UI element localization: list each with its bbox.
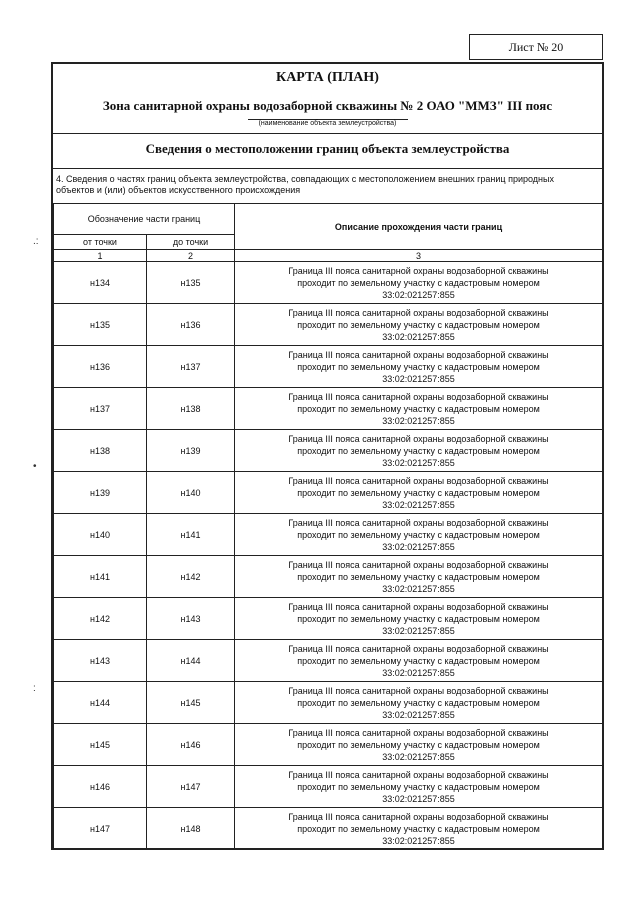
description-line: Граница III пояса санитарной охраны водозаборной скважины xyxy=(288,769,549,780)
document-title: КАРТА (ПЛАН) xyxy=(276,70,379,85)
description-line: Граница III пояса санитарной охраны водозаборной скважины xyxy=(288,685,549,696)
table-row xyxy=(54,640,603,682)
description-line: проходит по земельному участку с кадастровым номером xyxy=(297,697,540,708)
description-line: проходит по земельному участку с кадастровым номером xyxy=(297,823,540,834)
description-line: Граница III пояса санитарной охраны водозаборной скважины xyxy=(288,601,549,612)
description-line: проходит по земельному участку с кадастровым номером xyxy=(297,571,540,582)
point-from: н146 xyxy=(54,766,147,808)
description-line: 33:02:021257:855 xyxy=(382,499,455,510)
sheet-number-box xyxy=(469,34,603,60)
description-line: Граница III пояса санитарной охраны водозаборной скважины xyxy=(288,349,549,360)
table-row xyxy=(54,304,603,346)
description-line: 33:02:021257:855 xyxy=(382,835,455,846)
description-line: проходит по земельному участку с кадастровым номером xyxy=(297,403,540,414)
table-row xyxy=(54,430,603,472)
divider xyxy=(53,133,602,134)
point-to: н135 xyxy=(147,262,235,304)
point-to: н136 xyxy=(147,304,235,346)
description-line: проходит по земельному участку с кадастровым номером xyxy=(297,445,540,456)
description-line: проходит по земельному участку с кадастровым номером xyxy=(297,319,540,330)
table-row xyxy=(54,514,603,556)
table-row xyxy=(54,262,603,304)
point-to: н141 xyxy=(147,514,235,556)
header-description: Описание прохождения части границ xyxy=(235,204,603,250)
description-line: 33:02:021257:855 xyxy=(382,751,455,762)
description-line: Граница III пояса санитарной охраны водозаборной скважины xyxy=(288,391,549,402)
description-line: 33:02:021257:855 xyxy=(382,289,455,300)
description-line: проходит по земельному участку с кадастровым номером xyxy=(297,487,540,498)
point-from: н143 xyxy=(54,640,147,682)
description-line: 33:02:021257:855 xyxy=(382,625,455,636)
point-from: н140 xyxy=(54,514,147,556)
point-to: н143 xyxy=(147,598,235,640)
description-line: проходит по земельному участку с кадастровым номером xyxy=(297,277,540,288)
point-to: н148 xyxy=(147,808,235,850)
boundary-description xyxy=(235,262,603,304)
description-line: 33:02:021257:855 xyxy=(382,541,455,552)
col-number: 3 xyxy=(235,250,603,262)
description-line: проходит по земельному участку с кадастровым номером xyxy=(297,529,540,540)
description-line: Граница III пояса санитарной охраны водозаборной скважины xyxy=(288,307,549,318)
point-from: н144 xyxy=(54,682,147,724)
point-from: н137 xyxy=(54,388,147,430)
margin-mark: • xyxy=(33,461,37,472)
point-to: н138 xyxy=(147,388,235,430)
point-from: н138 xyxy=(54,430,147,472)
point-to: н146 xyxy=(147,724,235,766)
col-number: 2 xyxy=(147,250,235,262)
margin-mark: : xyxy=(33,683,36,694)
sheet-number: Лист № 20 xyxy=(508,39,564,54)
description-line: 33:02:021257:855 xyxy=(382,709,455,720)
boundary-description xyxy=(235,766,603,808)
description-line: Граница III пояса санитарной охраны водозаборной скважины xyxy=(288,811,549,822)
object-name: Зона санитарной охраны водозаборной скважины № 2 ОАО "ММЗ" III пояс xyxy=(102,98,553,113)
table-row xyxy=(54,472,603,514)
description-line: Граница III пояса санитарной охраны водозаборной скважины xyxy=(288,643,549,654)
table-row xyxy=(54,808,603,850)
boundary-parts-table xyxy=(53,203,603,850)
boundary-description xyxy=(235,514,603,556)
description-line: 33:02:021257:855 xyxy=(382,457,455,468)
divider xyxy=(53,168,602,169)
description-line: Граница III пояса санитарной охраны водозаборной скважины xyxy=(288,475,549,486)
description-line: 33:02:021257:855 xyxy=(382,373,455,384)
description-line: проходит по земельному участку с кадастровым номером xyxy=(297,739,540,750)
point-to: н137 xyxy=(147,346,235,388)
point-to: н139 xyxy=(147,430,235,472)
margin-mark: .: xyxy=(33,236,39,247)
col-number: 1 xyxy=(54,250,147,262)
point-to: н145 xyxy=(147,682,235,724)
point-from: н134 xyxy=(54,262,147,304)
table-row xyxy=(54,388,603,430)
description-line: проходит по земельному участку с кадастровым номером xyxy=(297,361,540,372)
point-from: н135 xyxy=(54,304,147,346)
boundary-description xyxy=(235,472,603,514)
header-parts: Обозначение части границ xyxy=(54,204,235,235)
point-from: н147 xyxy=(54,808,147,850)
boundary-description xyxy=(235,304,603,346)
table-row xyxy=(54,346,603,388)
description-line: 33:02:021257:855 xyxy=(382,583,455,594)
table-row xyxy=(54,682,603,724)
point-from: н141 xyxy=(54,556,147,598)
description-line: проходит по земельному участку с кадастровым номером xyxy=(297,655,540,666)
description-line: 33:02:021257:855 xyxy=(382,667,455,678)
boundary-description xyxy=(235,598,603,640)
table-row xyxy=(54,598,603,640)
point-from: н136 xyxy=(54,346,147,388)
boundary-description xyxy=(235,808,603,850)
boundary-description xyxy=(235,556,603,598)
description-line: 33:02:021257:855 xyxy=(382,415,455,426)
table-row xyxy=(54,556,603,598)
object-name-caption: (наименование объекта землеустройства) xyxy=(258,120,397,127)
description-line: проходит по земельному участку с кадастровым номером xyxy=(297,781,540,792)
point-from: н139 xyxy=(54,472,147,514)
point-to: н144 xyxy=(147,640,235,682)
header-from: от точки xyxy=(54,235,147,250)
boundary-description xyxy=(235,346,603,388)
table-row xyxy=(54,766,603,808)
description-line: Граница III пояса санитарной охраны водозаборной скважины xyxy=(288,559,549,570)
point-from: н145 xyxy=(54,724,147,766)
boundary-description xyxy=(235,388,603,430)
section-title: Сведения о местоположении границ объекта землеустройства xyxy=(145,141,510,156)
point-to: н140 xyxy=(147,472,235,514)
header-to: до точки xyxy=(147,235,235,250)
boundary-description xyxy=(235,724,603,766)
document-frame xyxy=(51,62,604,850)
boundary-description xyxy=(235,682,603,724)
boundary-description xyxy=(235,430,603,472)
description-line: Граница III пояса санитарной охраны водозаборной скважины xyxy=(288,265,549,276)
description-line: Граница III пояса санитарной охраны водозаборной скважины xyxy=(288,433,549,444)
description-line: проходит по земельному участку с кадастровым номером xyxy=(297,613,540,624)
boundary-description xyxy=(235,640,603,682)
point-to: н142 xyxy=(147,556,235,598)
point-to: н147 xyxy=(147,766,235,808)
table-row xyxy=(54,724,603,766)
description-line: Граница III пояса санитарной охраны водозаборной скважины xyxy=(288,727,549,738)
point-from: н142 xyxy=(54,598,147,640)
section-note: 4. Сведения о частях границ объекта землеустройства, совпадающих с местоположением внешних границ природных объектов и (или) объектов искусственного происхождения xyxy=(56,174,554,195)
description-line: 33:02:021257:855 xyxy=(382,331,455,342)
description-line: Граница III пояса санитарной охраны водозаборной скважины xyxy=(288,517,549,528)
description-line: 33:02:021257:855 xyxy=(382,793,455,804)
